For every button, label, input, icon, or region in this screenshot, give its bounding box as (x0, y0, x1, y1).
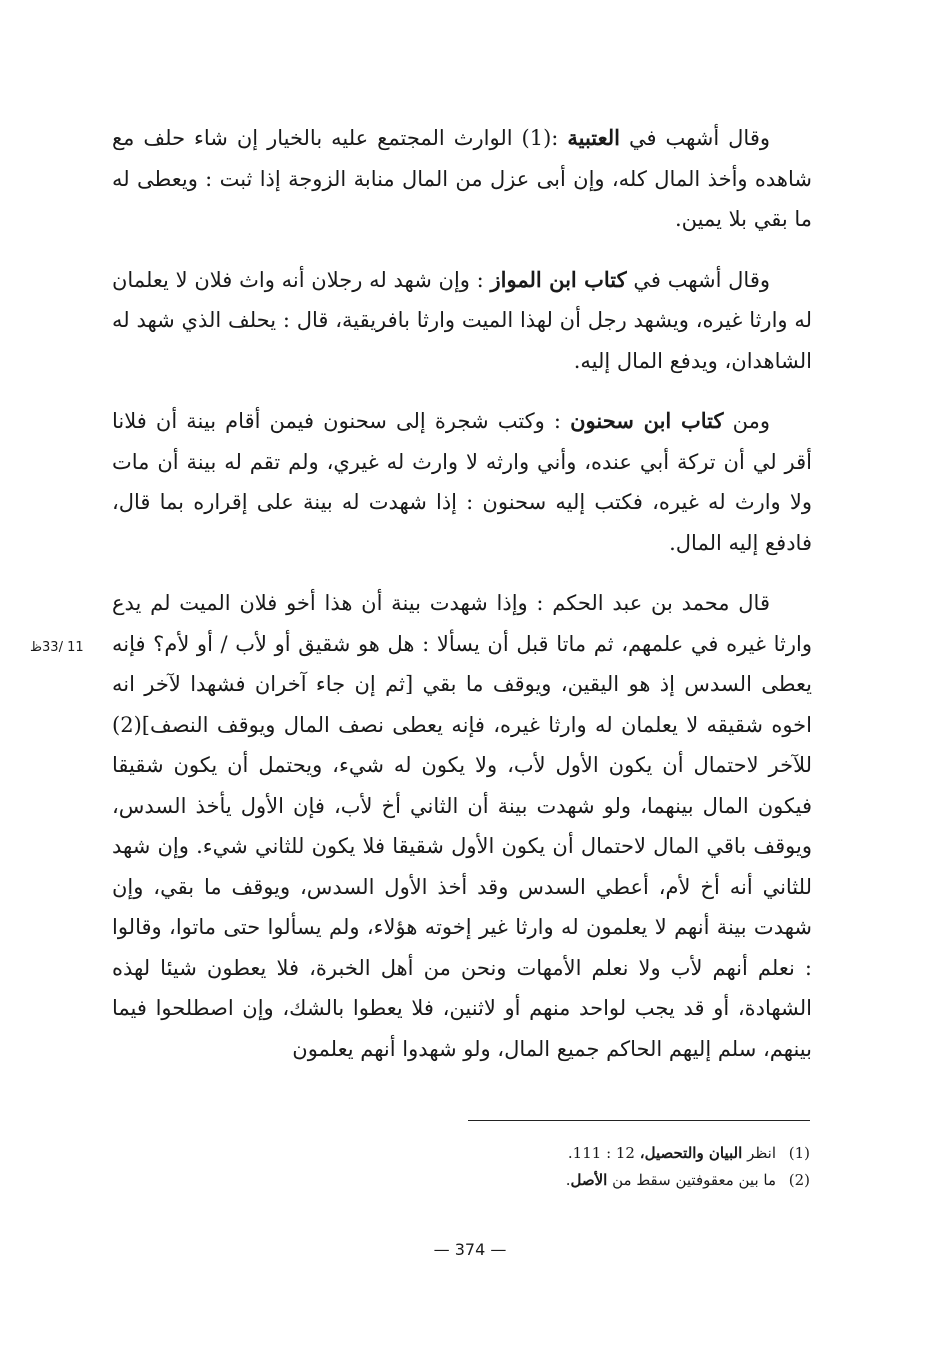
paragraph-4 (112, 583, 812, 1069)
paragraph-text: وقال أشهب في (626, 267, 771, 292)
paragraph-text: :(1) الوارث المجتمع عليه بالخيار إن شاء حلف مع شاهده وأخذ المال كله، وإن أبى عزل من المال منابة الزوجة إذا ثبت : ويعطى له ما بقي بلا يمين. (112, 126, 812, 231)
paragraph-1 (112, 118, 812, 240)
footnotes (400, 1140, 810, 1194)
footnote-text: انظر (742, 1144, 776, 1162)
footnote-title: الأصل (570, 1171, 608, 1189)
paragraph-text: ومن (723, 409, 770, 433)
footnote-1 (400, 1140, 810, 1167)
paragraph-text: قال محمد بن عبد الحكم : وإذا شهدت بينة أن هذا أخو فلان الميت لم يدع وارثا غيره في علمهم، ثم ماتا قبل أن يسألا : هل هو شقيق أو لأب / أو لأم؟ فإنه يعطى السدس إذ هو اليقين، ويوقف ما بقي [ثم إن جاء آخران فشهدا لآخر انه اخوه شقيقه لا يعلمان له وارثا غيره، فإنه يعطى نصف المال ويوقف النصف](2) للآخر لاحتمال أن يكون الأول لأب، ولا يكون له شيء، ويحتمل أن يكون شقيقا فيكون المال بينهما، ولو شهدت بينة أن الثاني أخ لأب، فإن الأول يأخذ السدس، ويوقف باقي المال لاحتمال أن يكون الأول شقيقا فلا يكون للثاني شيء. وإن شهد للثاني أنه أخ لأم، أعطي السدس وقد أخذ الأول السدس، ويوقف ما بقي، وإن شهدت بينة أنهم لا يعلمون له وارثا غير إخوته هؤلاء، ولم يسألوا حتى ماتوا، وقالوا : نعلم أنهم لأب ولا نعلم الأمهات ونحن من أهل الخبرة، فلا يعطون شيئا لهذه الشهادة، أو قد يجب لواحد منهم أو لاثنين، فلا يعطوا بالشك، وإن اصطلحوا فيما بينهم، سلم إليهم الحاكم جميع المال، ولو شهدوا أنهم يعلمون (112, 591, 812, 1061)
footnote-number: (2) (788, 1171, 810, 1189)
footnote-text: . (565, 1171, 571, 1189)
footnote-2 (400, 1167, 810, 1194)
paragraph-3 (112, 401, 812, 563)
book-title: كتاب ابن المواز (490, 266, 627, 292)
paragraph-text: : وإن شهد له رجلان أنه واث فلان لا يعلمان له وارثا غيره، ويشهد رجل أن لهذا الميت وارثا بافريقية، قال : يحلف الذي شهد له الشاهدان، ويدفع المال إليه. (112, 267, 812, 373)
footnote-number: (1) (788, 1144, 810, 1162)
page-number: — 374 — (433, 1240, 507, 1259)
book-title: العتبية (567, 125, 620, 150)
footnote-title: البيان والتحصيل، (639, 1144, 743, 1162)
paragraph-2 (112, 260, 812, 382)
paragraph-text: : وكتب شجرة إلى سحنون فيمن أقام بينة أن فلانا أقر لي أن تركة أبي عنده، وأني وارثه لا وارث له غيري، ولم تقم له بينة أن مات ولا وارث له غيره، فكتب إليه سحنون : إذا شهدت له بينة على إقراره بما قال، فادفع إليه المال. (112, 409, 812, 555)
footnote-divider (468, 1120, 810, 1121)
footnote-text: 12 : 111. (567, 1144, 640, 1162)
main-text (112, 118, 812, 1089)
manuscript-folio-note: 11 /33ظ (30, 640, 84, 655)
paragraph-text: وقال أشهب في (619, 126, 770, 150)
book-title: كتاب ابن سحنون (570, 408, 724, 433)
footnote-text: ما بين معقوفتين سقط من (607, 1171, 776, 1189)
